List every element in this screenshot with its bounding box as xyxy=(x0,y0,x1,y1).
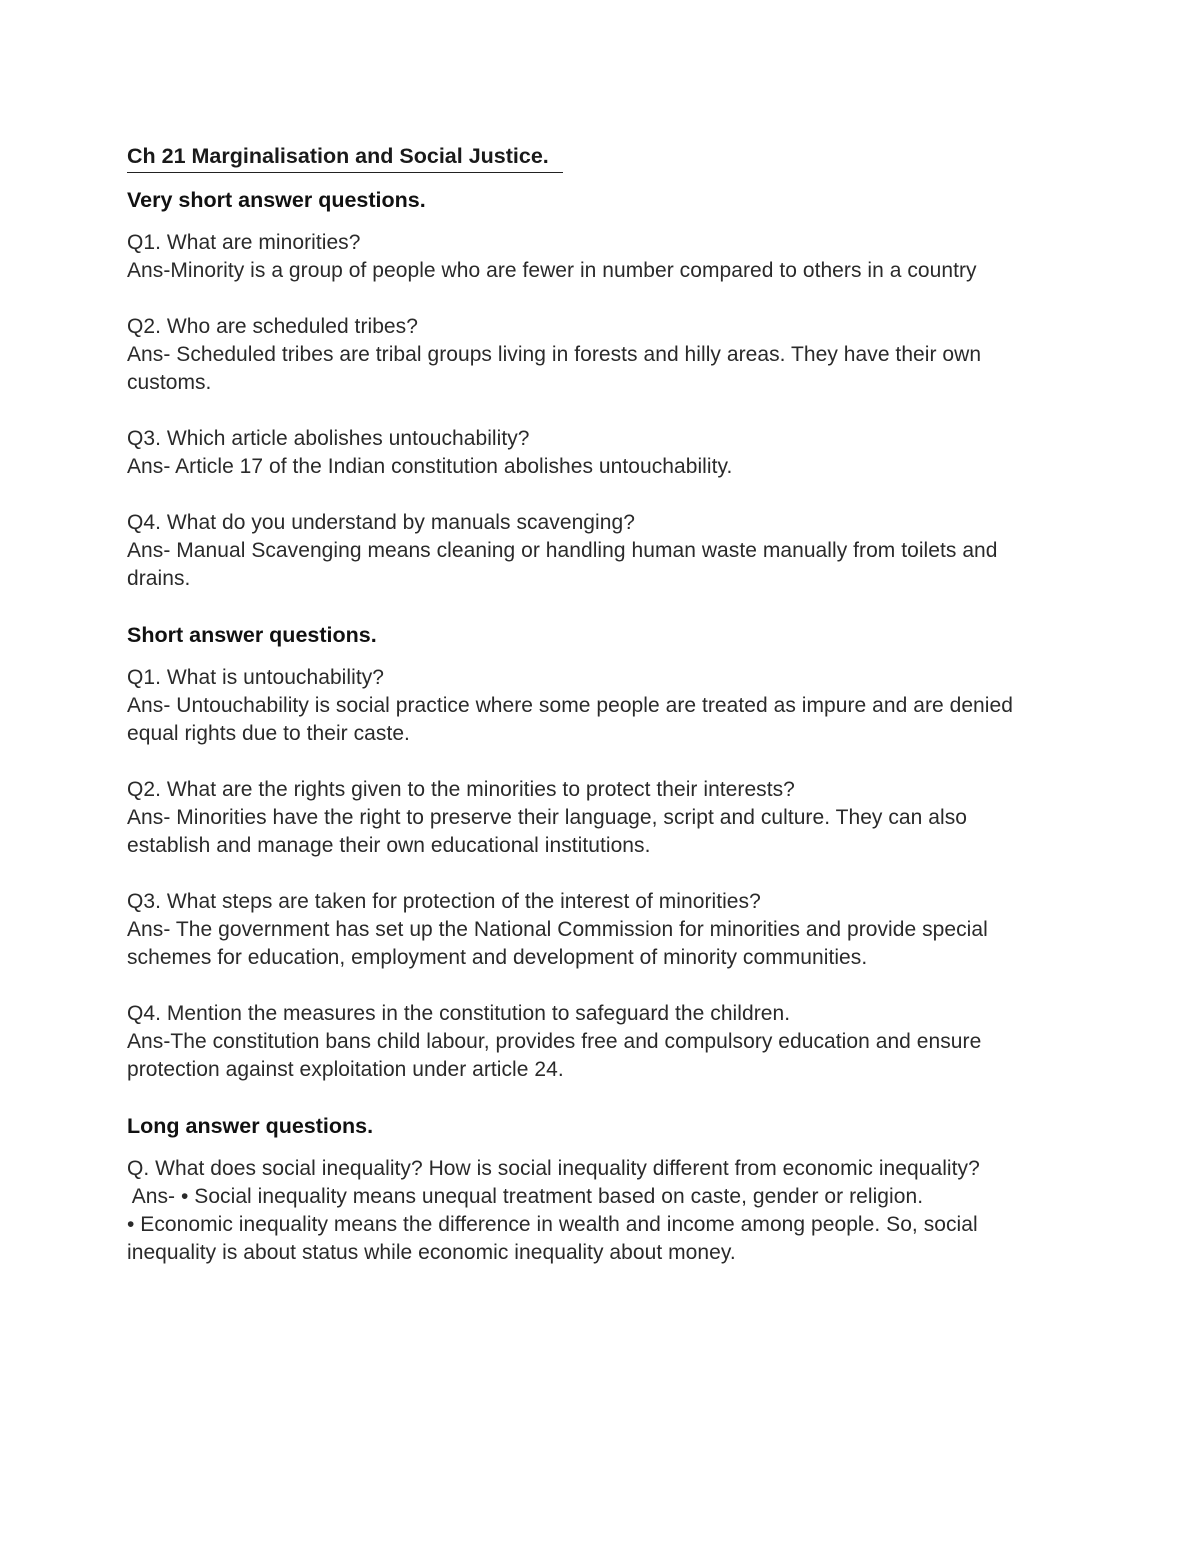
qa-item xyxy=(127,313,1047,397)
section-heading-short: Short answer questions. xyxy=(127,623,377,647)
answer: Ans-Minority is a group of people who are fewer in number compared to others in a country xyxy=(127,259,977,282)
section-heading-long: Long answer questions. xyxy=(127,1114,374,1138)
question: Q1. What is untouchability? xyxy=(127,666,384,689)
qa-item xyxy=(127,509,1047,593)
question: Q4. What do you understand by manuals scavenging? xyxy=(127,511,635,534)
section-heading-very-short: Very short answer questions. xyxy=(127,188,426,212)
qa-item xyxy=(127,425,1047,481)
question: Q3. What steps are taken for protection of the interest of minorities? xyxy=(127,890,761,913)
document-page xyxy=(127,140,1047,1267)
question: Q1. What are minorities? xyxy=(127,231,361,254)
answer: Ans-The constitution bans child labour, provides free and compulsory education and ensure protection against exploitation under article 24. xyxy=(127,1030,982,1081)
answer-bullet: Ans- • Social inequality means unequal treatment based on caste, gender or religion. xyxy=(127,1185,924,1208)
qa-item xyxy=(127,1155,1047,1267)
question: Q4. Mention the measures in the constitution to safeguard the children. xyxy=(127,1002,791,1025)
answer: Ans- Manual Scavenging means cleaning or handling human waste manually from toilets and drains. xyxy=(127,539,998,590)
answer-bullet: • Economic inequality means the difference in wealth and income among people. So, social inequality is about status while economic inequality about money. xyxy=(127,1213,978,1264)
question: Q2. What are the rights given to the minorities to protect their interests? xyxy=(127,778,795,801)
qa-item xyxy=(127,776,1047,860)
answer: Ans- Article 17 of the Indian constitution abolishes untouchability. xyxy=(127,455,733,478)
qa-item xyxy=(127,1000,1047,1084)
qa-item xyxy=(127,664,1047,748)
answer: Ans- Untouchability is social practice where some people are treated as impure and are denied equal rights due to their caste. xyxy=(127,694,1013,745)
page-title: Ch 21 Marginalisation and Social Justice. xyxy=(127,140,563,173)
question: Q2. Who are scheduled tribes? xyxy=(127,315,418,338)
answer: Ans- Scheduled tribes are tribal groups living in forests and hilly areas. They have their own customs. xyxy=(127,343,982,394)
answer: Ans- The government has set up the National Commission for minorities and provide special schemes for education, employment and development of minority communities. xyxy=(127,918,988,969)
qa-item xyxy=(127,888,1047,972)
qa-item xyxy=(127,229,1047,285)
question: Q3. Which article abolishes untouchability? xyxy=(127,427,530,450)
question: Q. What does social inequality? How is social inequality different from economic inequality? xyxy=(127,1157,980,1180)
answer: Ans- Minorities have the right to preserve their language, script and culture. They can also establish and manage their own educational institutions. xyxy=(127,806,967,857)
